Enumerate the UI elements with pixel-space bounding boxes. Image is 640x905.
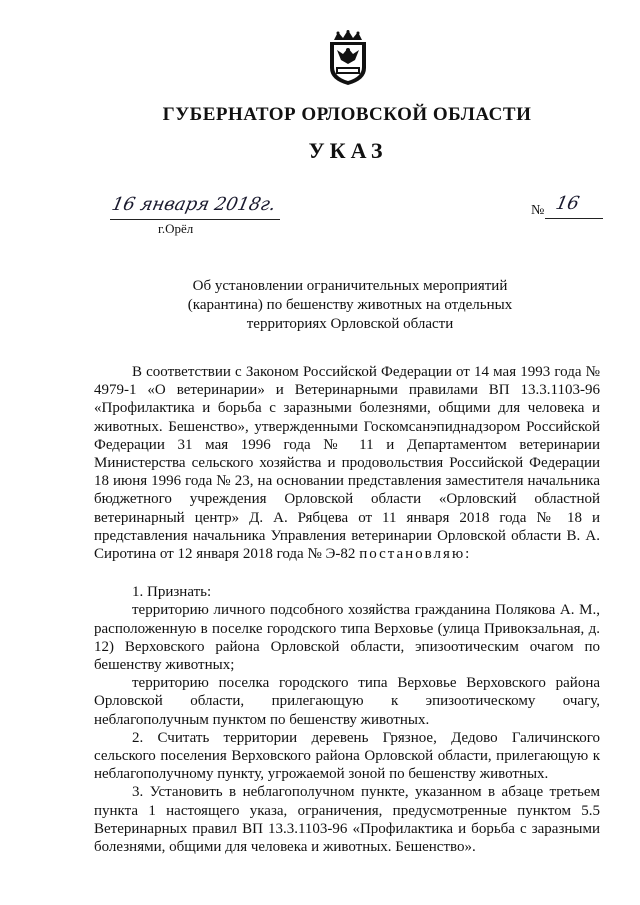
subject-line: территориях Орловской области xyxy=(246,316,454,332)
item-3: 3. Установить в неблагополучном пункте, указанном в абзаце третьем пункта 1 настоящего указа, ограничения, предусмотренные пунктом 5.5 Ветеринарных правил ВП 13.3.1103-96 «Профилактика и борьба с заразными болезнями, общими для человека и животных. Бешенство». xyxy=(94,784,600,856)
item-1-b: территорию поселка городского типа Верховье Верховского района Орловской области, прилегающую к эпизоотическому очагу, неблагополучным пунктом по бешенству животных. xyxy=(94,675,600,728)
item-1-title: 1. Признать: xyxy=(132,584,212,601)
city-label: г.Орёл xyxy=(158,221,194,236)
coat-of-arms-icon xyxy=(326,30,370,86)
subject-line: Об установлении ограничительных мероприятий xyxy=(192,278,508,294)
decree-subject xyxy=(170,277,530,334)
number-label: № xyxy=(531,203,545,218)
item-2: 2. Считать территории деревень Грязное, Дедово Галичинского сельского поселения Верховского района Орловской области, прилегающую к неблагополучному пункту, угрожаемой зоной по бешенству животных. xyxy=(94,729,600,783)
handwritten-number: 16 xyxy=(553,193,582,214)
handwritten-date: 16 января 2018г. xyxy=(109,194,278,215)
preamble xyxy=(94,363,600,563)
subject-line: (карантина) по бешенству животных на отдельных xyxy=(187,297,513,313)
decree-word: постановляю: xyxy=(359,546,472,563)
decree-body xyxy=(94,363,600,856)
document-type: УКАЗ xyxy=(308,138,388,163)
item-1-a: территорию личного подсобного хозяйства гражданина Полякова А. М., расположенную в поселке городского типа Верховье (улица Привокзальная, д. 12) Верховского района Орловской области, эпизоотическим очагом по бешенству животных; xyxy=(94,602,600,674)
authority-title: ГУБЕРНАТОР ОРЛОВСКОЙ ОБЛАСТИ xyxy=(162,104,532,125)
preamble-text: В соответствии с Законом Российской Федерации от 14 мая 1993 года № 4979-1 «О ветеринарии» и Ветеринарными правилами ВП 13.3.1103-96 «Профилактика и борьба с заразными болезнями, общими для человека и животных. Бешенство», утвержденными Госкомсанэпиднадзором Российской Федерации 31 мая 1996 года № 11 и Департаментом ветеринарии Министерства сельского хозяйства и продовольствия Российской Федерации 18 июня 1996 года № 23, на основании представления заместителя начальника бюджетного учреждения Орловской области «Орловский областной ветеринарный центр» Д. А. Рябцева от 11 января 2018 года № 18 и представления начальника Управления ветеринарии Орловской области В. А. Сиротина от 12 января 2018 года № Э-82 xyxy=(94,364,600,563)
